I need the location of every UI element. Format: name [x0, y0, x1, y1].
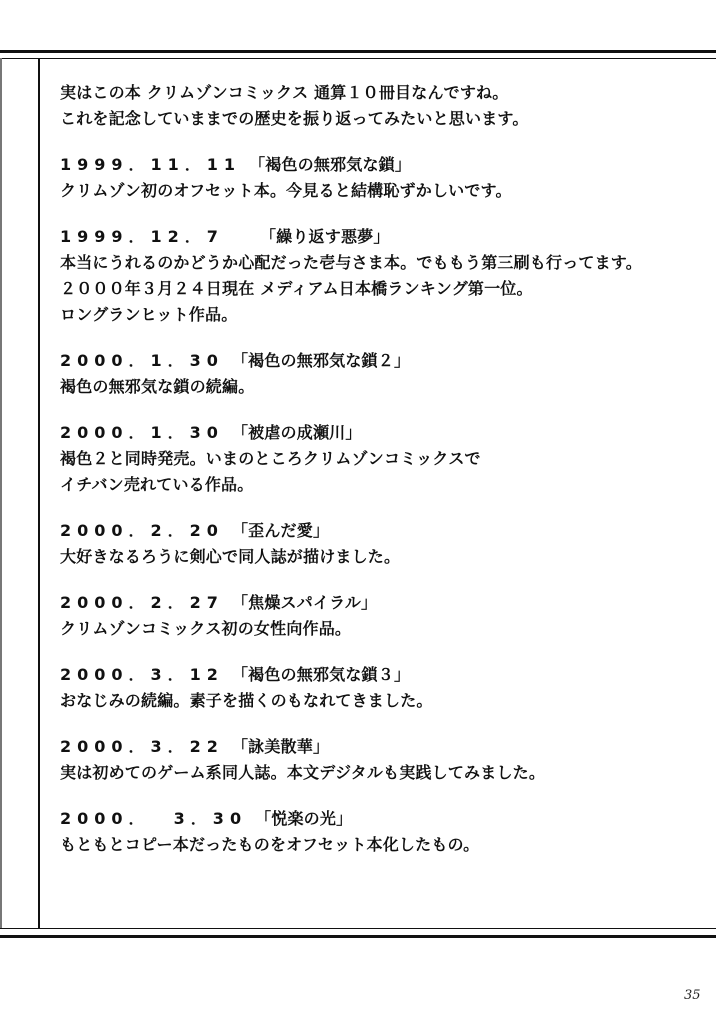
entry-date: 2000．2．27: [60, 593, 224, 612]
entry-description: クリムゾンコミックス初の女性向作品。: [60, 619, 352, 638]
top-rule-thick: [0, 50, 716, 53]
history-entry: [60, 152, 700, 204]
entry-title: 「詠美散華」: [231, 737, 330, 756]
entry-description: ロングランヒット作品。: [60, 305, 238, 324]
entry-description: 本当にうれるのかどうか心配だった壱与さま本。でももう第三刷も行ってます。: [60, 253, 642, 272]
entry-title: 「焦燥スパイラル」: [231, 593, 378, 612]
bottom-rule-thin: [0, 928, 716, 929]
intro-line-2: これを記念していままでの歴史を振り返ってみたいと思います。: [60, 109, 529, 128]
bottom-rule-thick: [0, 935, 716, 938]
entry-heading: [60, 348, 700, 374]
entry-heading: [60, 420, 700, 446]
page-number: 35: [684, 988, 701, 1003]
history-entry: [60, 420, 700, 498]
intro-line-1: 実はこの本 クリムゾンコミックス 通算１０冊目なんですね。: [60, 83, 509, 102]
entry-title: 「歪んだ愛」: [231, 521, 330, 540]
history-entry: [60, 662, 700, 714]
margin-rule: [38, 58, 40, 928]
entry-description: 褐色の無邪気な鎖の続編。: [60, 377, 255, 396]
left-edge-line: [0, 58, 2, 928]
entry-title: 「繰り返す悪夢」: [259, 227, 390, 246]
entry-title: 「被虐の成瀬川」: [231, 423, 362, 442]
entry-heading: [60, 152, 700, 178]
entry-title: 「悦楽の光」: [255, 809, 353, 828]
entry-heading: [60, 224, 700, 250]
entry-date: 1999．11．11: [60, 155, 242, 174]
entry-heading: [60, 806, 700, 832]
entry-description: クリムゾン初のオフセット本。今見ると結構恥ずかしいです。: [60, 181, 512, 200]
entry-title: 「褐色の無邪気な鎖３」: [231, 665, 411, 684]
entry-title: 「褐色の無邪気な鎖」: [249, 155, 412, 174]
entry-date: 2000．3．12: [60, 665, 224, 684]
entry-date: 1999．12．7: [60, 227, 224, 246]
entry-description: もともとコピー本だったものをオフセット本化したもの。: [60, 835, 480, 854]
history-entry: [60, 806, 700, 858]
history-entry: [60, 518, 700, 570]
entry-date: 2000．1．30: [60, 351, 224, 370]
entry-description: 大好きなるろうに剣心で同人誌が描けました。: [60, 547, 401, 566]
history-entry: [60, 224, 700, 328]
entry-title: 「褐色の無邪気な鎖２」: [231, 351, 411, 370]
entry-description: 褐色２と同時発売。いまのところクリムゾンコミックスで: [60, 449, 481, 468]
entry-heading: [60, 518, 700, 544]
entry-description: イチバン売れている作品。: [60, 475, 254, 494]
entry-date: 2000．3．22: [60, 737, 224, 756]
history-entry: [60, 590, 700, 642]
entry-description: 実は初めてのゲーム系同人誌。本文デジタルも実践してみました。: [60, 763, 546, 782]
entry-heading: [60, 734, 700, 760]
entry-heading: [60, 590, 700, 616]
entry-date: 2000．2．20: [60, 521, 224, 540]
history-entry: [60, 734, 700, 786]
entry-heading: [60, 662, 700, 688]
history-entry: [60, 348, 700, 400]
entry-date: 2000．1．30: [60, 423, 224, 442]
entry-description: ２０００年３月２４日現在 メディアム日本橋ランキング第一位。: [60, 279, 533, 298]
entry-date: 2000． 3．30: [60, 809, 248, 828]
entry-description: おなじみの続編。素子を描くのもなれてきました。: [60, 691, 433, 710]
history-text: [60, 80, 700, 858]
top-rule-thin: [0, 58, 716, 59]
